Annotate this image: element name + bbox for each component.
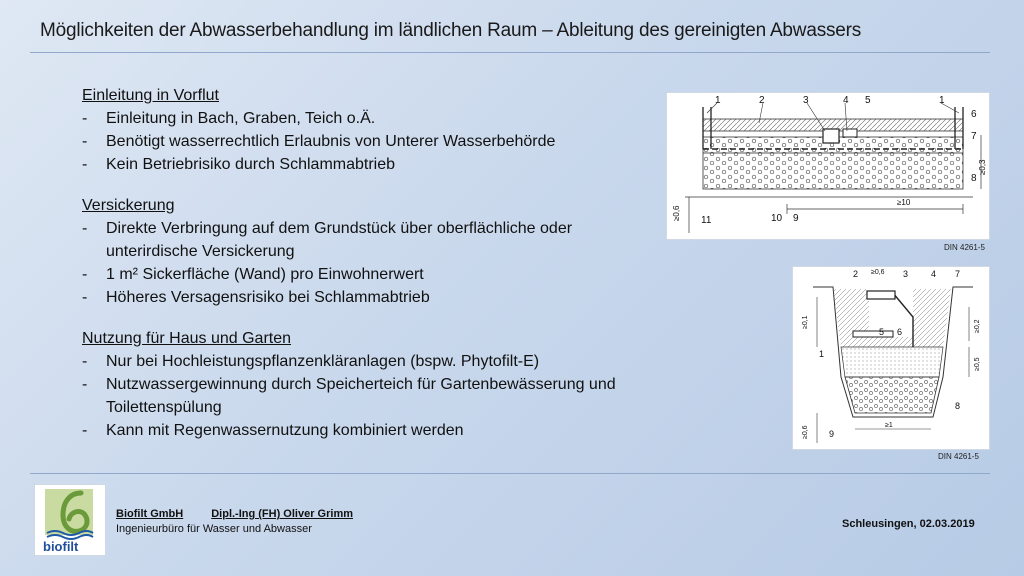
fig2-label: 9 xyxy=(829,429,835,439)
fig1-label: 4 xyxy=(843,95,849,106)
fig2-label: 2 xyxy=(853,269,859,279)
fig1-label: 5 xyxy=(865,95,871,106)
footer-company-info xyxy=(116,508,353,535)
figure-caption: DIN 4261-5 xyxy=(944,243,985,252)
contact-person: Dipl.-Ing (FH) Oliver Grimm xyxy=(211,508,354,520)
figure-caption: DIN 4261-5 xyxy=(938,452,979,461)
fig1-label: 7 xyxy=(971,131,977,142)
company-subtitle: Ingenieurbüro für Wasser und Abwasser xyxy=(116,523,312,535)
fig1-dimension: ≥10 xyxy=(897,198,911,207)
section-heading: Einleitung in Vorflut xyxy=(82,87,219,104)
fig2-label: 5 xyxy=(879,327,885,337)
fig1-label: 2 xyxy=(759,95,765,106)
bullet-content xyxy=(82,84,642,460)
fig2-dimension: ≥1 xyxy=(885,422,893,429)
fig2-dimension: ≥0,6 xyxy=(871,269,885,276)
section-heading: Nutzung für Haus und Garten xyxy=(82,330,292,347)
fig1-label: 3 xyxy=(803,95,809,106)
section-versickerung xyxy=(82,194,642,309)
fig2-dimension: ≥0,2 xyxy=(974,319,981,333)
list-item: - Nur bei Hochleistungspflanzenkläranlagen (bspw. Phytofilt-E) xyxy=(82,353,540,370)
section-nutzung xyxy=(82,327,642,442)
list-item: - Kein Betriebrisiko durch Schlammabtrieb xyxy=(82,156,396,173)
fig2-label: 4 xyxy=(931,269,937,279)
list-item: - Kann mit Regenwassernutzung kombiniert werden xyxy=(82,422,464,439)
list-item: - Höheres Versagensrisiko bei Schlammabtrieb xyxy=(82,289,430,306)
list-item: - Benötigt wasserrechtlich Erlaubnis von Unterer Wasserbehörde xyxy=(82,133,556,150)
logo-text: biofilt xyxy=(43,539,79,554)
fig2-dimension: ≥0,1 xyxy=(802,315,809,329)
footer-divider xyxy=(30,473,990,474)
list-item: - Direkte Verbringung auf dem Grundstück über oberflächliche oder unterirdische Versickerung xyxy=(82,220,573,260)
fig2-label: 1 xyxy=(819,349,825,359)
list-item: - Einleitung in Bach, Graben, Teich o.Ä. xyxy=(82,110,376,127)
fig2-dimension: ≥0,6 xyxy=(802,425,809,439)
section-heading: Versickerung xyxy=(82,197,175,214)
fig1-label: 9 xyxy=(793,213,799,224)
fig2-label: 7 xyxy=(955,269,961,279)
list-item: - 1 m² Sickerfläche (Wand) pro Einwohnerwert xyxy=(82,266,424,283)
fig2-dimension: ≥0,5 xyxy=(974,357,981,371)
fig2-label: 3 xyxy=(903,269,909,279)
slide-title: Möglichkeiten der Abwasserbehandlung im ländlichen Raum – Ableitung des gereinigten Abwassers xyxy=(40,20,862,41)
fig2-label: 6 xyxy=(897,327,903,337)
fig1-dimension: ≥0,6 xyxy=(672,205,681,221)
fig1-label: 8 xyxy=(971,173,977,184)
figure-seepage-pit-diagram xyxy=(792,266,990,450)
fig1-dimension: ≥0,3 xyxy=(978,159,987,175)
fig1-label: 11 xyxy=(701,215,712,226)
company-name: Biofilt GmbH xyxy=(116,508,184,520)
fig1-label: 1 xyxy=(715,95,721,106)
title-divider xyxy=(30,52,990,53)
figure-seepage-trench-diagram xyxy=(666,92,990,240)
place-date: Schleusingen, 02.03.2019 xyxy=(842,518,975,530)
section-vorflut xyxy=(82,84,642,176)
biofilt-logo xyxy=(34,484,106,556)
fig1-label: 1 xyxy=(939,95,945,106)
fig1-label: 6 xyxy=(971,109,977,120)
fig2-label: 8 xyxy=(955,401,961,411)
fig1-label: 10 xyxy=(771,213,783,224)
list-item: - Nutzwassergewinnung durch Speicherteich für Gartenbewässerung und Toilettenspülung xyxy=(82,376,616,416)
